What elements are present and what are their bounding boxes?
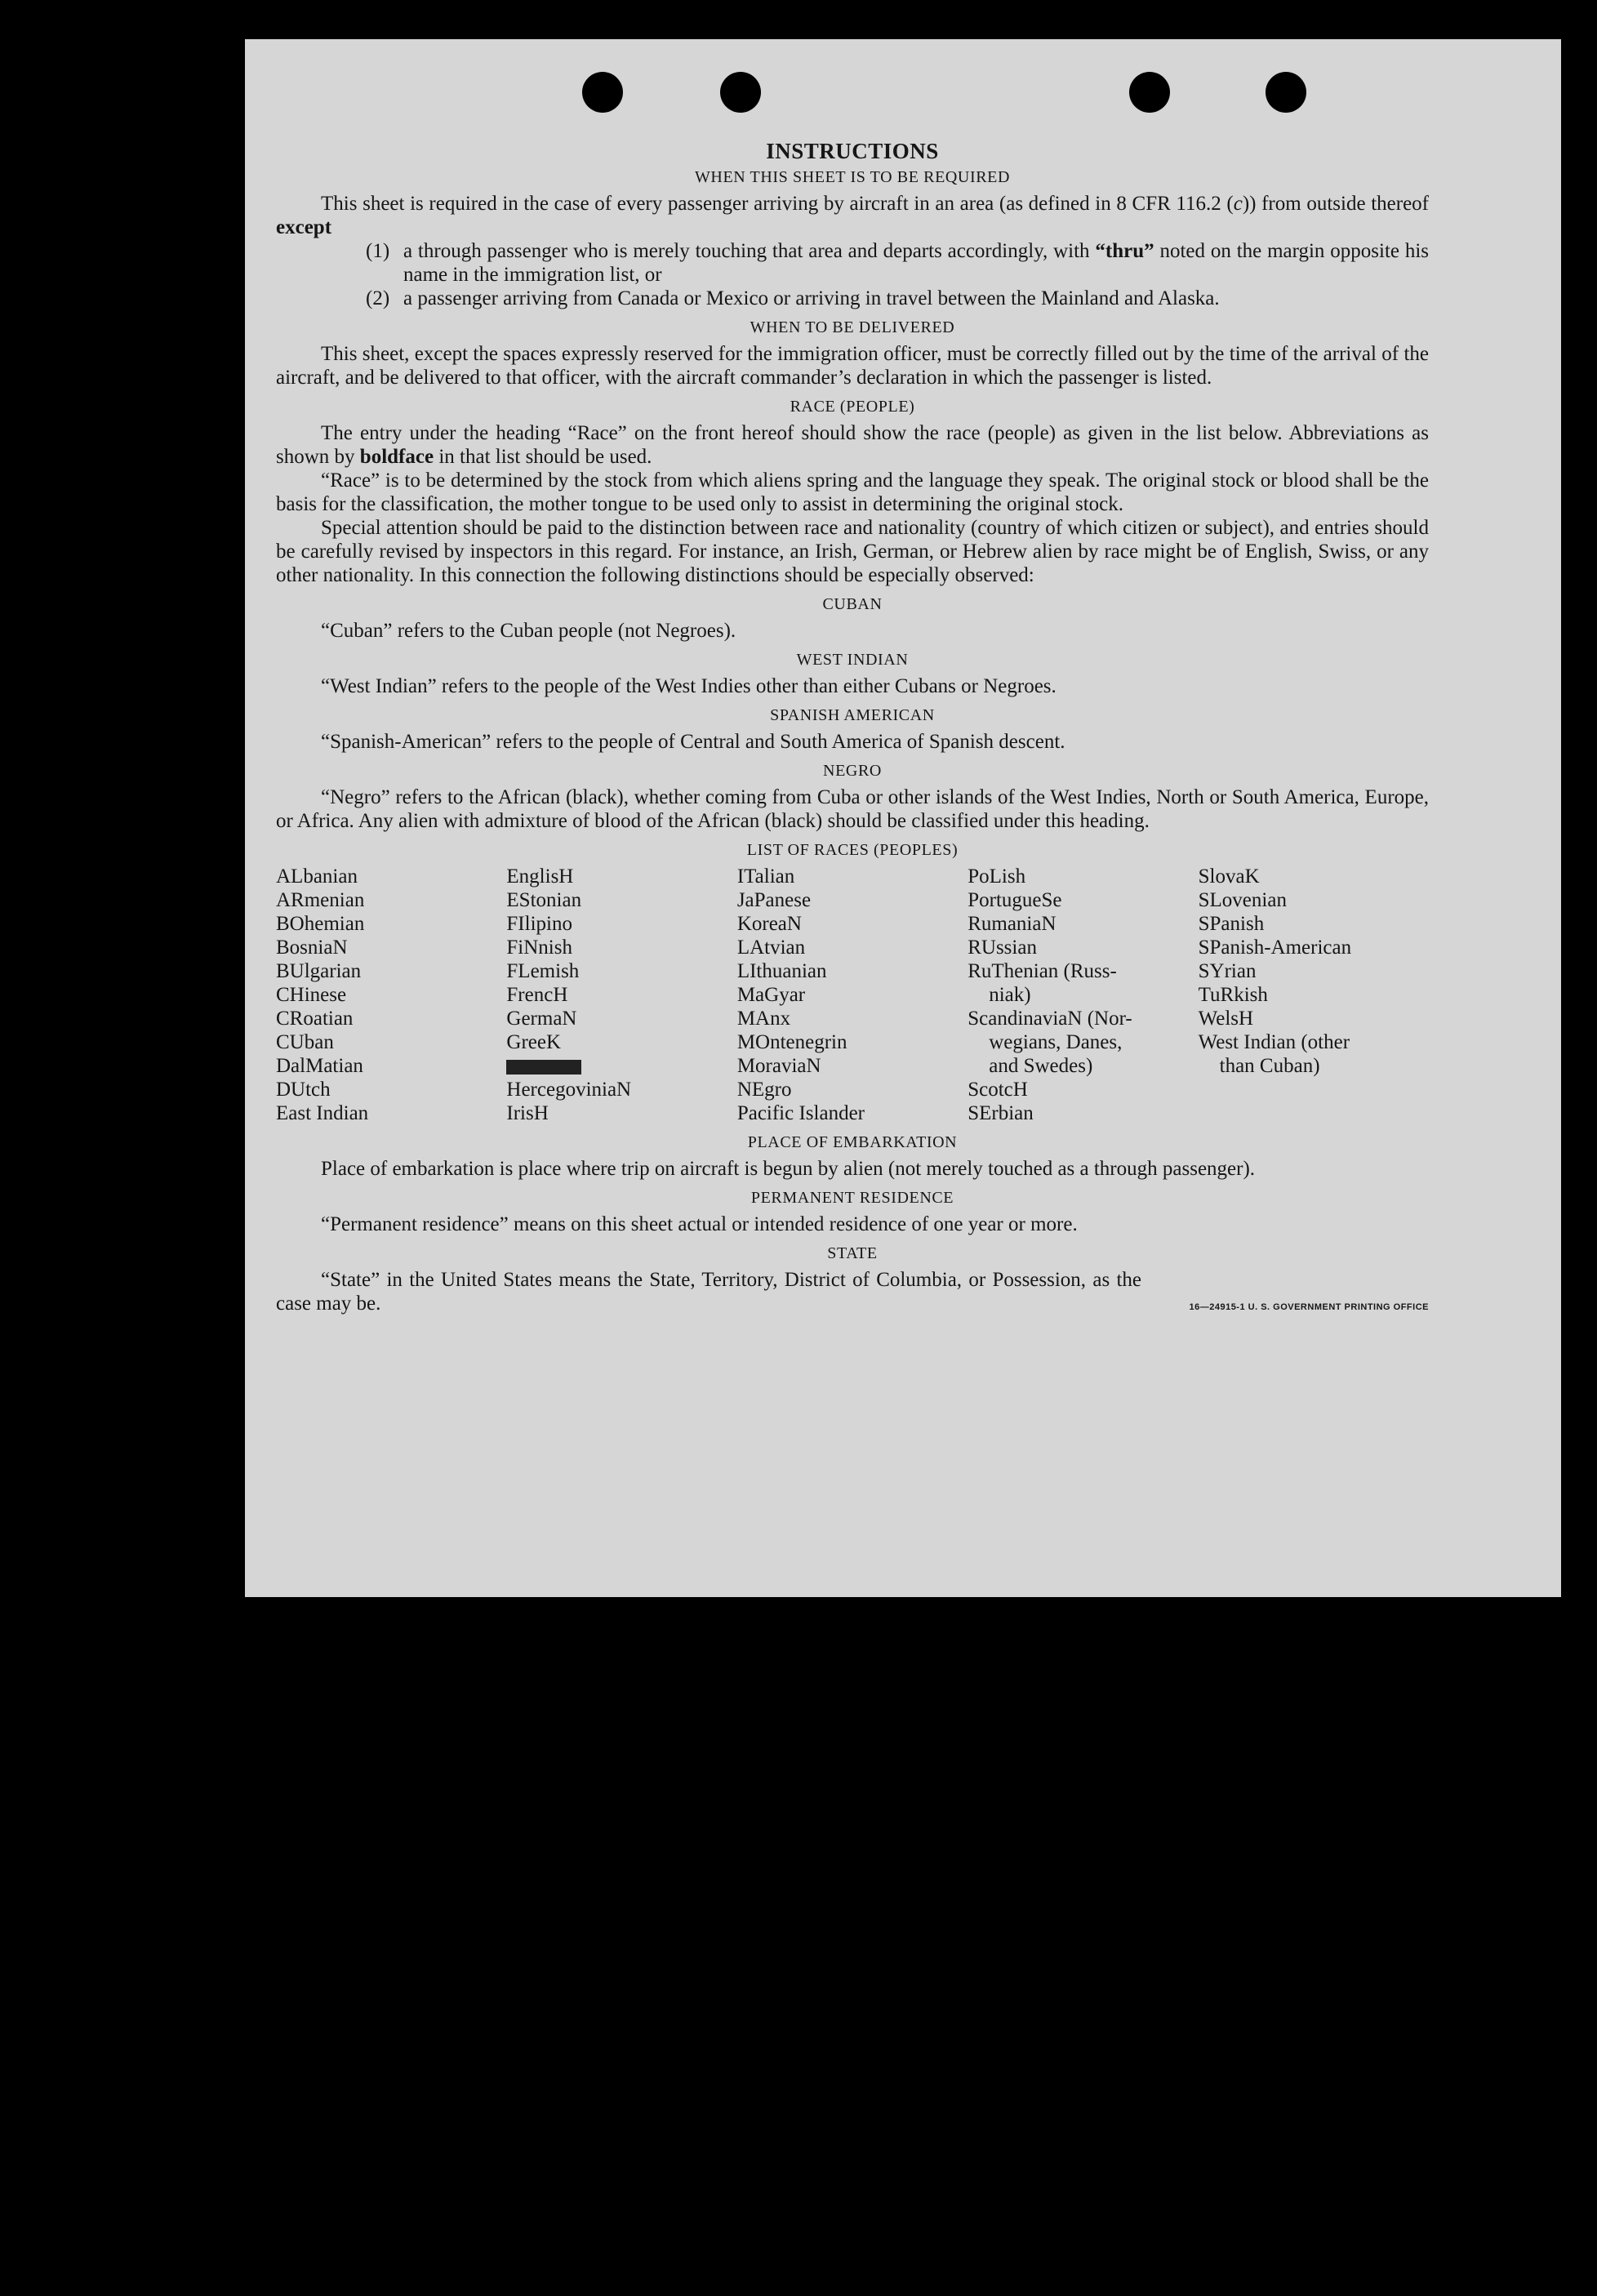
race-entry: NEgro bbox=[736, 1079, 792, 1101]
required-item: (1) a through passenger who is merely touching that area and departs accordingly, with “thru” noted on the margin opposite his name in the immigration list, or bbox=[366, 240, 1429, 286]
section-heading-embarkation: PLACE OF EMBARKATION bbox=[747, 1133, 958, 1151]
race-entry: WelsH bbox=[1198, 1008, 1254, 1030]
race-entry: BosniaN bbox=[276, 937, 348, 959]
required-item: (2) a passenger arriving from Canada or Mexico or arriving in travel between the Mainland and Alaska. bbox=[366, 287, 1220, 309]
race-column bbox=[1199, 865, 1429, 1125]
race-entry: EStonian bbox=[506, 889, 582, 911]
race-entry: SYrian bbox=[1198, 960, 1257, 982]
race-entry: RUssian bbox=[968, 937, 1037, 959]
race-entry: EnglisH bbox=[506, 865, 574, 888]
race-column bbox=[276, 865, 506, 1125]
cuban-text: “Cuban” refers to the Cuban people (not Negroes). bbox=[321, 620, 736, 642]
race-entry: SPanish bbox=[1198, 913, 1265, 935]
race-entry: IrisH bbox=[506, 1102, 549, 1124]
race-entry: SlovaK bbox=[1198, 865, 1260, 888]
race-entry: ALbanian bbox=[276, 865, 358, 888]
race-list bbox=[276, 865, 1429, 1125]
race-entry: CUban bbox=[276, 1031, 334, 1053]
race-entry: FIlipino bbox=[506, 913, 572, 935]
race-entry: East Indian bbox=[276, 1102, 369, 1124]
race-entry: SLovenian bbox=[1198, 889, 1287, 911]
race-column bbox=[506, 865, 736, 1125]
punch-hole bbox=[1129, 72, 1170, 113]
race-entry: MAnx bbox=[736, 1008, 791, 1030]
printing-office-code: 16—24915-1 U. S. GOVERNMENT PRINTING OFFICE bbox=[1189, 1302, 1429, 1312]
race-entry: RumaniaN bbox=[968, 913, 1057, 935]
section-heading-negro: NEGRO bbox=[823, 762, 882, 780]
race-entry: FLemish bbox=[506, 960, 580, 982]
race-entry: DalMatian bbox=[276, 1055, 363, 1077]
punch-hole bbox=[582, 72, 623, 113]
embarkation-text: Place of embarkation is place where trip on aircraft is begun by alien (not merely touched as a through passenger). bbox=[321, 1158, 1256, 1180]
race-entry: DUtch bbox=[276, 1079, 331, 1101]
race-entry: ARmenian bbox=[276, 889, 365, 911]
document-sheet bbox=[245, 39, 1561, 1597]
race-entry-continued: and Swedes) bbox=[989, 1055, 1093, 1077]
race-entry: PoLish bbox=[968, 865, 1026, 888]
race-entry: LIthuanian bbox=[736, 960, 827, 982]
spanish-american-text: “Spanish-American” refers to the people of Central and South America of Spanish descent. bbox=[321, 731, 1065, 753]
race-entry: HercegoviniaN bbox=[506, 1079, 632, 1101]
race-entry-continued: than Cuban) bbox=[1219, 1055, 1320, 1077]
race-entry: PortugueSe bbox=[968, 889, 1062, 911]
race-paragraph: “Race” is to be determined by the stock from which aliens spring and the language they speak. The original stock or blood shall be the basis for the classification, the mother tongue to be used only to assist in determining the original stock. bbox=[276, 469, 1429, 515]
race-entry: KoreaN bbox=[736, 913, 802, 935]
race-entry: RuThenian (Russ- bbox=[968, 960, 1117, 982]
redacted-entry bbox=[506, 1054, 736, 1078]
race-entry: BOhemian bbox=[276, 913, 365, 935]
race-entry: MoraviaN bbox=[736, 1055, 821, 1077]
delivered-text: This sheet, except the spaces expressly reserved for the immigration officer, must be correctly filled out by the time of the arrival of the aircraft, and be delivered to that officer, with the aircraft commander’s declaration in which the passenger is listed. bbox=[276, 343, 1429, 389]
race-entry: FiNnish bbox=[506, 937, 572, 959]
race-entry: ScotcH bbox=[968, 1079, 1028, 1101]
negro-text: “Negro” refers to the African (black), whether coming from Cuba or other islands of the West Indies, North or South America, Europe, or Africa. Any alien with admixture of blood of the African (black) should be classified under this heading. bbox=[276, 786, 1429, 832]
race-entry: GermaN bbox=[506, 1008, 577, 1030]
section-heading-race-list: LIST OF RACES (PEOPLES) bbox=[746, 841, 959, 859]
residence-text: “Permanent residence” means on this sheet actual or intended residence of one year or more. bbox=[321, 1213, 1078, 1235]
section-heading-spanish-american: SPANISH AMERICAN bbox=[770, 706, 935, 724]
section-heading-residence: PERMANENT RESIDENCE bbox=[750, 1189, 954, 1207]
race-column bbox=[968, 865, 1198, 1125]
west-indian-text: “West Indian” refers to the people of the West Indies other than either Cubans or Negroes. bbox=[321, 675, 1057, 697]
race-entry: TuRkish bbox=[1198, 984, 1268, 1006]
race-entry: Pacific Islander bbox=[736, 1102, 865, 1124]
race-entry: SErbian bbox=[968, 1102, 1034, 1124]
required-intro: This sheet is required in the case of every passenger arriving by aircraft in an area (as defined in 8 CFR 116.2 (c)) from outside thereof except bbox=[276, 193, 1429, 238]
race-entry: SPanish-American bbox=[1198, 937, 1352, 959]
race-entry: CRoatian bbox=[276, 1008, 354, 1030]
section-heading-cuban: CUBAN bbox=[822, 595, 883, 613]
race-entry: GreeK bbox=[506, 1031, 562, 1053]
state-row bbox=[276, 1268, 1429, 1315]
instructions-content bbox=[276, 139, 1429, 1315]
race-entry: ITalian bbox=[736, 865, 795, 888]
race-entry: MOntenegrin bbox=[736, 1031, 847, 1053]
race-entry: MaGyar bbox=[736, 984, 806, 1006]
race-entry-continued: wegians, Danes, bbox=[989, 1031, 1123, 1053]
section-heading-race: RACE (PEOPLE) bbox=[790, 398, 915, 416]
punch-hole bbox=[720, 72, 761, 113]
redaction-mark bbox=[506, 1060, 581, 1075]
punch-hole bbox=[1266, 72, 1306, 113]
race-column bbox=[737, 865, 968, 1125]
section-heading-west-indian: WEST INDIAN bbox=[796, 651, 909, 669]
race-entry: LAtvian bbox=[736, 937, 806, 959]
race-entry: FrencH bbox=[506, 984, 568, 1006]
page-title: INSTRUCTIONS bbox=[766, 139, 939, 163]
race-entry: CHinese bbox=[276, 984, 347, 1006]
section-heading-required: WHEN THIS SHEET IS TO BE REQUIRED bbox=[694, 168, 1011, 186]
race-paragraph: Special attention should be paid to the distinction between race and nationality (country of which citizen or subject), and entries should be carefully revised by inspectors in this regard. For instance, an Irish, German, or Hebrew alien by race might be of English, Swiss, or any other nationality. In this connection the following distinctions should be especially observed: bbox=[276, 517, 1429, 586]
race-entry: JaPanese bbox=[736, 889, 812, 911]
state-text: “State” in the United States means the State, Territory, District of Columbia, or Possession, as the case may be. bbox=[276, 1269, 1141, 1315]
section-heading-state: STATE bbox=[827, 1244, 878, 1262]
race-entry: BUlgarian bbox=[276, 960, 362, 982]
race-paragraph: The entry under the heading “Race” on the front hereof should show the race (people) as given in the list below. Abbreviations as shown by boldface in that list should be used. bbox=[276, 422, 1429, 468]
race-entry-continued: niak) bbox=[989, 984, 1031, 1006]
race-entry: West Indian (other bbox=[1198, 1031, 1350, 1053]
race-entry: ScandinaviaN (Nor- bbox=[968, 1008, 1132, 1030]
section-heading-delivered: WHEN TO BE DELIVERED bbox=[750, 318, 955, 336]
